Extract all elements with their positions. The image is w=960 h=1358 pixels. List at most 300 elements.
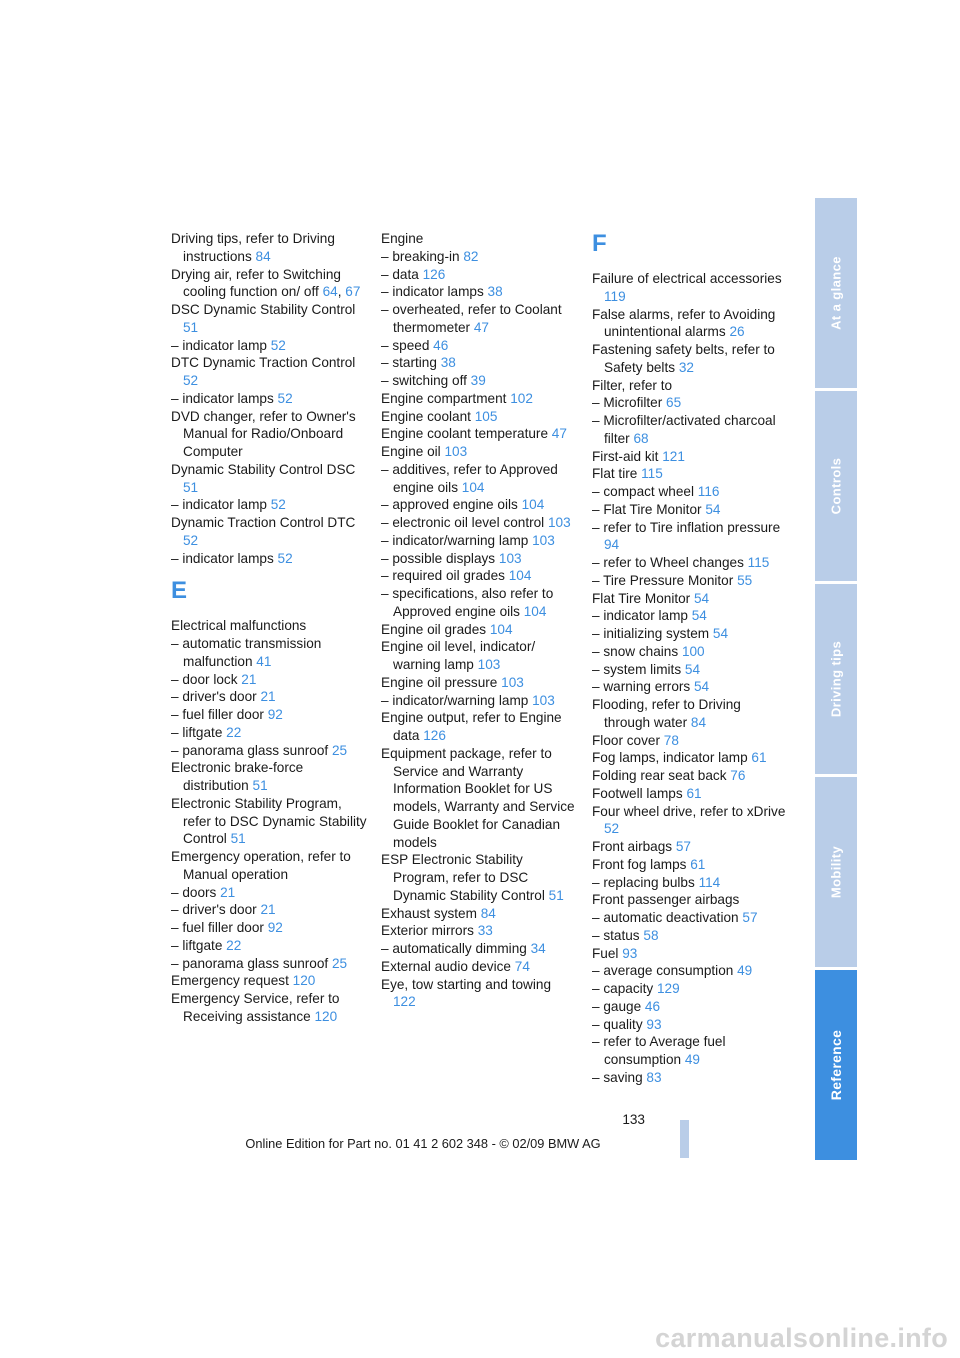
index-entry [592,927,788,945]
page-reference-link[interactable]: 74 [514,958,530,974]
page-reference-link[interactable]: 51 [252,778,268,793]
tab-driving-tips[interactable] [815,584,857,774]
page-reference-link[interactable]: 103 [548,515,571,530]
index-term: – panorama glass sunroof [171,955,329,971]
page-reference-link[interactable]: 51 [230,831,246,847]
page-reference-link[interactable]: 34 [530,941,546,956]
index-entry [381,585,577,621]
tab-label: Driving tips [828,640,844,718]
index-entry [171,759,367,795]
section-letter: F [592,230,607,257]
index-term: – gauge [592,998,642,1014]
page-reference-link[interactable]: 33 [477,923,493,939]
page-reference-link[interactable]: 114 [698,874,721,890]
index-term: Filter, refer to [592,377,673,393]
index-term: – liftgate [171,937,223,953]
index-entry [592,838,788,856]
index-entry [171,635,367,671]
index-entry [381,922,577,940]
index-term: Four wheel drive, refer to xDrive [592,803,786,819]
index-term: Electronic Stability Program, refer to DSC Dynamic Stability Control [171,795,367,847]
page-reference-link[interactable]: 25 [331,742,348,758]
page-reference-link[interactable]: 52 [604,821,620,837]
page-reference-link[interactable]: 54 [705,501,721,517]
index-entry [592,785,788,803]
index-entry [171,354,367,390]
index-term: Fuel [592,945,619,961]
index-term: Dynamic Traction Control DTC [171,515,356,530]
index-term: – refer to Wheel changes [592,555,744,570]
page-reference-link[interactable]: 25 [331,955,348,971]
index-term: – specifications, also refer to Approved engine oils [381,586,554,619]
tab-at-a-glance[interactable] [815,198,857,388]
index-term: – indicator lamps [171,390,274,406]
index-entry [171,919,367,937]
index-entry [171,550,367,568]
index-term: – Tire Pressure Monitor [592,572,734,588]
page-reference-link[interactable]: 100 [681,643,705,659]
page-number: 133 [622,1112,645,1127]
page-reference-link[interactable]: 104 [489,621,513,637]
page-reference-link[interactable]: 57 [742,910,758,925]
page-reference-link[interactable]: 32 [678,359,694,375]
page-reference-link[interactable]: 103 [444,444,468,459]
index-term: DSC Dynamic Stability Control [171,302,356,317]
index-term: – saving [592,1069,643,1085]
index-entry [592,749,788,767]
index-entry [171,514,367,550]
index-term: – panorama glass sunroof [171,742,329,758]
index-term: Front fog lamps [592,856,687,872]
index-entry [592,377,788,395]
index-term: – speed [381,337,430,353]
index-entry [592,678,788,696]
page-reference-link[interactable]: 116 [697,484,720,499]
page-reference-link[interactable]: 51 [183,319,199,335]
index-entry [381,390,577,408]
page-reference-link[interactable]: 58 [643,927,659,943]
index-entry [171,266,367,302]
page-reference-link[interactable]: 54 [693,590,710,606]
index-entry [381,283,577,301]
index-term: Dynamic Stability Control DSC [171,461,356,477]
page-reference-link[interactable]: 120 [314,1008,338,1024]
index-term: – required oil grades [381,568,505,584]
index-entry [381,408,577,426]
page-reference-link[interactable]: 51 [183,479,199,495]
index-entry [381,851,577,904]
index-term: – liftgate [171,724,223,740]
index-term: External audio device [381,958,511,974]
index-term: Engine coolant [381,408,471,424]
index-entry [171,337,367,355]
page-reference-link[interactable]: 82 [463,248,479,264]
page-reference-link[interactable]: 21 [241,671,257,687]
page-reference-link[interactable]: 94 [604,537,620,553]
page-reference-link[interactable]: 26 [729,324,745,340]
page-reference-link[interactable]: 102 [510,390,533,406]
index-column-2 [381,230,577,1011]
page-reference-link[interactable]: 52 [183,532,199,548]
index-term: – warning errors [592,679,691,695]
page-reference-link[interactable]: 49 [737,963,753,979]
index-term: – driver's door [171,689,257,705]
index-entry [381,550,577,568]
tab-label: Controls [828,457,844,515]
page-separator: , [337,284,342,300]
index-term: Engine oil grades [381,621,487,637]
index-entry [592,554,788,572]
page-reference-link[interactable]: 103 [532,532,555,548]
page-reference-link[interactable]: 57 [675,839,691,854]
section-letter: E [171,577,188,605]
index-term: – Microfilter/activated charcoal filter [592,413,776,446]
page-reference-link[interactable]: 103 [477,657,501,672]
index-term: – Microfilter [592,395,663,411]
index-entry [592,696,788,732]
index-term: – breaking-in [381,248,460,264]
page-reference-link[interactable]: 104 [461,479,485,495]
index-entry [171,301,367,337]
index-entry [171,671,367,689]
page-reference-link[interactable]: 54 [694,679,710,695]
index-term: – refer to Average fuel consumption [592,1034,726,1067]
index-term: Exhaust system [381,905,477,921]
index-term: – initializing system [592,626,710,641]
index-entry [381,372,577,390]
page-reference-link[interactable]: 22 [226,724,242,740]
page-reference-link[interactable]: 84 [255,248,271,264]
index-entry [592,767,788,785]
page-reference-link[interactable]: 52 [277,550,293,566]
index-term: Front airbags [592,839,673,854]
index-entry [171,230,367,266]
index-term: – fuel filler door [171,920,264,935]
index-entry [592,519,788,555]
index-column-3 [592,230,788,1087]
page-reference-link[interactable]: 41 [256,653,272,669]
index-entry [171,972,367,990]
page-reference-link[interactable]: 126 [423,728,446,743]
index-term: Engine oil [381,444,441,459]
index-entry [171,990,367,1026]
index-entry [592,962,788,980]
index-entry [592,1033,788,1069]
index-term: – average consumption [592,963,734,979]
index-entry [592,909,788,927]
index-term: Drying air, refer to Switching cooling function on/ off [171,266,341,300]
index-entry [381,230,577,248]
index-term: – indicator lamps [381,284,484,300]
index-term: Electrical malfunctions [171,618,307,634]
index-entry [171,688,367,706]
index-entry [171,884,367,902]
page-reference-link[interactable]: 67 [345,284,361,300]
index-term: – capacity [592,981,654,996]
page-reference-link[interactable]: 46 [644,998,661,1014]
index-column-1 [171,230,367,1026]
index-term: – indicator/warning lamp [381,692,529,708]
page-reference-link[interactable]: 103 [498,550,522,566]
index-entry [592,412,788,448]
page-reference-link[interactable]: 76 [730,768,746,783]
index-entry [592,1016,788,1034]
index-term: Emergency operation, refer to Manual operation [171,849,351,882]
page-reference-link[interactable]: 61 [751,750,767,766]
index-term: – automatic transmission malfunction [171,636,322,669]
index-term: Engine oil level, indicator/ warning lamp [381,639,536,672]
page-reference-link[interactable]: 52 [277,390,293,406]
index-entry [381,567,577,585]
index-entry [381,976,577,1012]
index-entry [381,905,577,923]
index-term: – doors [171,884,217,900]
index-term: Floor cover [592,732,660,748]
page-reference-link[interactable]: 54 [684,661,701,677]
section-tabs [815,198,857,1160]
index-entry [592,590,788,608]
page-reference-link[interactable]: 38 [440,355,456,371]
index-entry [381,958,577,976]
index-entry [592,270,788,306]
index-term: Engine oil pressure [381,674,498,690]
index-term: DVD changer, refer to Owner's Manual for Radio/Onboard Computer [171,408,356,459]
index-entry [171,496,367,514]
index-entry [592,661,788,679]
index-entry [592,306,788,342]
index-term: – compact wheel [592,484,695,499]
tab-reference[interactable] [815,970,857,1160]
page-reference-link[interactable]: 93 [622,945,638,961]
index-entry [381,425,577,443]
index-entry [592,483,788,501]
index-entry [592,980,788,998]
page-reference-link[interactable]: 104 [508,568,532,584]
page-reference-link[interactable]: 115 [747,555,770,570]
tab-label: At a glance [828,256,844,330]
footer-text: Online Edition for Part no. 01 41 2 602 348 - © 02/09 BMW AG [245,1136,601,1151]
index-term: – indicator/warning lamp [381,532,529,548]
index-entry [592,998,788,1016]
index-term: Fastening safety belts, refer to Safety belts [592,342,775,375]
page-reference-link[interactable]: 121 [662,448,685,464]
index-term: – Flat Tire Monitor [592,501,702,517]
page-reference-link[interactable]: 78 [663,732,679,748]
index-term: Eye, tow starting and towing [381,976,552,992]
tab-controls[interactable] [815,391,857,581]
index-entry [171,461,367,497]
page-reference-link[interactable]: 22 [226,937,242,953]
watermark: carmanualsonline.info [655,1323,948,1353]
index-entry [592,891,788,909]
index-term: – system limits [592,661,682,677]
page-reference-link[interactable]: 92 [267,920,283,935]
index-term: Flooding, refer to Driving through water [592,697,741,730]
index-term: – door lock [171,671,238,687]
index-term: – indicator lamps [171,550,274,566]
page-reference-link[interactable]: 103 [532,692,555,708]
index-term: Engine coolant temperature [381,426,549,442]
index-entry [381,745,577,852]
index-entry [381,443,577,461]
index-term: – indicator lamp [171,337,267,353]
page-reference-link[interactable]: 51 [548,887,564,903]
index-entry [381,266,577,284]
index-term: Flat tire [592,466,638,482]
index-entry [592,945,788,963]
index-entry [381,248,577,266]
page-reference-link[interactable]: 84 [690,714,707,730]
index-term: – status [592,927,640,943]
index-entry [171,742,367,760]
index-term: DTC Dynamic Traction Control [171,355,356,371]
index-entry [381,514,577,532]
index-entry [381,354,577,372]
index-term: – approved engine oils [381,497,518,513]
index-term: – indicator lamp [171,497,267,513]
index-entry [171,937,367,955]
page-reference-link[interactable]: 120 [292,973,316,989]
index-entry [592,874,788,892]
index-term: ESP Electronic Stability Program, refer to DSC Dynamic Stability Control [381,852,545,903]
index-term: – additives, refer to Approved engine oils [381,461,558,495]
page-reference-link[interactable]: 92 [267,707,283,722]
index-entry [171,795,367,848]
index-entry [171,390,367,408]
page-reference-link[interactable]: 65 [666,395,682,411]
index-term: Engine [381,231,424,246]
index-term: – indicator lamp [592,608,688,624]
page-reference-link[interactable]: 64 [322,284,338,300]
index-entry [592,803,788,839]
page-reference-link[interactable]: 61 [690,856,706,872]
page-reference-link[interactable]: 54 [691,608,707,624]
index-entry [381,301,577,337]
page-reference-link[interactable]: 21 [260,689,276,705]
index-entry [592,448,788,466]
index-entry [381,496,577,514]
index-entry [592,732,788,750]
index-term: – switching off [381,373,467,388]
index-term: Flat Tire Monitor [592,590,691,606]
index-entry [171,955,367,973]
index-entry [381,940,577,958]
index-entry [381,461,577,497]
index-entry [381,621,577,639]
index-entry [381,337,577,355]
index-term: Fog lamps, indicator lamp [592,750,748,766]
page-reference-link[interactable]: 52 [270,497,286,513]
index-term: – snow chains [592,643,679,659]
index-entry [592,501,788,519]
page-reference-link[interactable]: 21 [220,884,236,900]
index-entry [592,625,788,643]
index-term: Equipment package, refer to Service and Warranty Information Booklet for US models, Warranty and Service Guide Booklet for Canadian models [381,745,575,850]
page-reference-link[interactable]: 21 [260,902,276,918]
index-entry [592,572,788,590]
page-reference-link[interactable]: 84 [480,905,496,921]
index-entry [592,341,788,377]
page-reference-link[interactable]: 119 [604,288,626,304]
page-reference-link[interactable]: 55 [737,572,753,588]
index-term: – possible displays [381,550,496,566]
index-entry [171,617,367,635]
page-reference-link[interactable]: 105 [474,408,498,424]
page-reference-link[interactable]: 47 [551,426,567,442]
index-term: First-aid kit [592,448,659,464]
page-reference-link[interactable]: 52 [270,337,286,353]
index-entry [381,638,577,674]
index-entry [592,1069,788,1087]
index-term: – replacing bulbs [592,874,695,890]
page-reference-link[interactable]: 54 [712,626,729,641]
index-entry [592,856,788,874]
page-reference-link[interactable]: 39 [470,373,486,388]
page-reference-link[interactable]: 104 [521,497,545,513]
index-entry [592,465,788,483]
index-term: – electronic oil level control [381,515,545,530]
page-reference-link[interactable]: 122 [393,994,416,1010]
index-term: Exterior mirrors [381,923,474,939]
index-term: – starting [381,355,437,371]
page-reference-link[interactable]: 126 [422,266,446,282]
index-entry [592,607,788,625]
tab-label: Reference [828,1029,844,1101]
index-entry [171,408,367,461]
page-reference-link[interactable]: 129 [657,981,680,996]
page-reference-link[interactable]: 104 [523,603,547,619]
index-term: – automatically dimming [381,941,527,956]
index-term: Driving tips, refer to Driving instructions [171,231,335,264]
index-entry [381,532,577,550]
page-reference-link[interactable]: 38 [487,284,503,300]
footer [0,1136,960,1151]
index-term: – fuel filler door [171,707,264,722]
index-term: False alarms, refer to Avoiding unintentional alarms [592,306,776,340]
index-term: Emergency request [171,973,289,989]
index-term: Front passenger airbags [592,892,740,908]
index-term: Failure of electrical accessories [592,271,782,286]
index-term: – refer to Tire inflation pressure [592,519,781,535]
index-entry [592,394,788,412]
index-entry [381,674,577,692]
index-entry [171,848,367,884]
page-reference-link[interactable]: 115 [641,466,663,482]
page-reference-link[interactable]: 52 [183,373,199,388]
index-entry [381,709,577,745]
index-term: – automatic deactivation [592,910,739,925]
index-term: Engine compartment [381,390,507,406]
index-term: – driver's door [171,902,257,918]
tab-mobility[interactable] [815,777,857,967]
page-reference-link[interactable]: 61 [686,785,702,801]
page-reference-link[interactable]: 47 [473,319,489,335]
index-term: – data [381,266,419,282]
page-reference-link[interactable]: 103 [501,674,524,690]
page-reference-link[interactable]: 68 [633,430,649,446]
page-reference-link[interactable]: 49 [684,1052,700,1067]
index-term: Engine output, refer to Engine data [381,710,562,743]
index-entry [171,901,367,919]
index-term: – overheated, refer to Coolant thermometer [381,302,562,335]
index-entry [171,706,367,724]
page-reference-link[interactable]: 83 [646,1069,662,1085]
index-term: Folding rear seat back [592,768,727,783]
index-entry [171,724,367,742]
page-reference-link[interactable]: 46 [433,337,449,353]
page-reference-link[interactable]: 93 [646,1016,662,1032]
index-entry [381,692,577,710]
